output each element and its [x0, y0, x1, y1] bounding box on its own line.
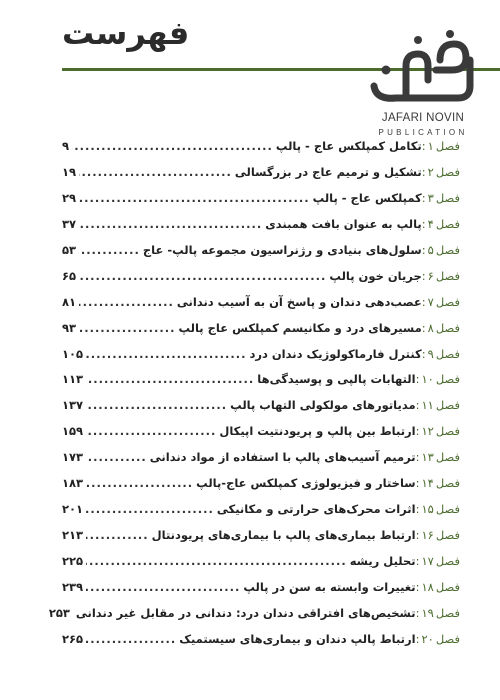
- chapter-title: ارتباط پالپ دندان و بیماری‌های سیستمیک: [179, 631, 416, 646]
- chapter-page-number: ۵۳: [62, 242, 77, 257]
- chapter-title: ساختار و فیزیولوژی کمپلکس عاج-پالپ: [196, 476, 416, 491]
- chapter-title: پالپ به عنوان بافت همبندی: [265, 216, 422, 231]
- chapter-number: ۹: [427, 346, 434, 361]
- chapter-page-number: ۲۰۱: [62, 502, 84, 517]
- chapter-prefix: فصل: [435, 372, 460, 387]
- chapter-title: کنترل فارماکولوژیک دندان درد: [249, 346, 422, 361]
- chapter-page-number: ۱۸۳: [62, 476, 84, 491]
- publisher-logo-mark: [366, 30, 476, 108]
- dot-leader: [86, 580, 240, 594]
- dot-leader: [86, 554, 347, 568]
- toc-row[interactable]: [62, 165, 460, 191]
- chapter-number: ۲۰: [421, 631, 434, 646]
- chapter-colon: :: [415, 476, 420, 491]
- chapter-page-number: ۲۲۵: [62, 554, 84, 568]
- chapter-number: ۶: [427, 268, 434, 283]
- chapter-colon: :: [421, 242, 426, 257]
- chapter-colon: :: [415, 528, 420, 543]
- toc-row[interactable]: [48, 605, 460, 632]
- chapter-page-number: ۹۳: [62, 320, 77, 335]
- chapter-prefix: فصل: [435, 268, 460, 283]
- chapter-number: ۱۷: [421, 554, 434, 568]
- toc-row[interactable]: [62, 580, 460, 606]
- toc-row[interactable]: [62, 191, 460, 217]
- toc-row[interactable]: [62, 554, 460, 580]
- chapter-prefix: فصل: [435, 346, 460, 361]
- dot-leader: [79, 269, 326, 283]
- publisher-name: JAFARI NOVIN: [381, 112, 465, 124]
- toc-row[interactable]: [62, 217, 460, 243]
- dot-leader: [86, 450, 147, 464]
- dot-leader: [86, 476, 193, 490]
- publisher-logo: [348, 30, 498, 140]
- chapter-number: ۱۵: [421, 502, 434, 517]
- dot-leader: [86, 502, 214, 516]
- chapter-label: [422, 321, 460, 335]
- page-title: فهرست: [62, 14, 190, 52]
- chapter-label: [416, 502, 460, 516]
- chapter-label: [422, 347, 460, 361]
- chapter-prefix: فصل: [435, 139, 460, 153]
- chapter-colon: :: [421, 346, 426, 361]
- chapter-title: تشخیص‌های افتراقی دندان درد: دندانی در مقابل غیر دندانی: [75, 605, 416, 620]
- chapter-number: ۱۰: [421, 372, 434, 387]
- chapter-prefix: فصل: [435, 424, 460, 439]
- chapter-page-number: ۲۵۳: [48, 605, 70, 620]
- chapter-label: [416, 606, 460, 620]
- chapter-page-number: ۲۳۹: [62, 579, 84, 594]
- chapter-label: [422, 217, 460, 231]
- chapter-prefix: فصل: [435, 605, 460, 620]
- dot-leader: [86, 347, 246, 361]
- table-of-contents: [48, 139, 460, 658]
- dot-leader: [86, 372, 254, 386]
- chapter-prefix: فصل: [435, 554, 460, 568]
- chapter-title: التهابات پالپی و پوسیدگی‌ها: [257, 372, 416, 387]
- dot-leader: [86, 632, 176, 646]
- chapter-number: ۵: [427, 242, 434, 257]
- chapter-prefix: فصل: [435, 450, 460, 465]
- chapter-page-number: ۹: [62, 139, 70, 153]
- chapter-label: [416, 632, 460, 646]
- chapter-number: ۷: [427, 294, 434, 309]
- toc-row[interactable]: [62, 139, 460, 165]
- chapter-number: ۱۸: [421, 579, 434, 594]
- chapter-prefix: فصل: [435, 398, 460, 413]
- chapter-number: ۸: [427, 320, 434, 335]
- dot-leader: [86, 424, 216, 438]
- chapter-colon: :: [415, 424, 420, 439]
- toc-row[interactable]: [62, 632, 460, 658]
- chapter-colon: :: [415, 554, 420, 568]
- toc-row[interactable]: [62, 476, 460, 502]
- toc-row[interactable]: [62, 321, 460, 347]
- chapter-page-number: ۱۰۵: [62, 346, 84, 361]
- chapter-number: ۱۹: [421, 605, 434, 620]
- chapter-label: [422, 191, 460, 205]
- chapter-title: تحلیل ریشه: [349, 554, 416, 568]
- chapter-label: [416, 476, 460, 490]
- chapter-label: [416, 528, 460, 542]
- chapter-colon: :: [421, 294, 426, 309]
- chapter-prefix: فصل: [435, 320, 460, 335]
- publisher-subtitle: PUBLICATION: [378, 128, 468, 137]
- chapter-number: ۱۶: [421, 528, 434, 543]
- chapter-title: ارتباط بیماری‌های پالپ با بیماری‌های پریودنتال: [151, 528, 416, 543]
- dot-leader: [72, 139, 273, 153]
- chapter-label: [416, 398, 460, 412]
- chapter-colon: :: [421, 268, 426, 283]
- chapter-label: [416, 580, 460, 594]
- chapter-title: اثرات محرک‌های حرارتی و مکانیکی: [216, 502, 416, 517]
- chapter-title: ترمیم آسیب‌های پالپ با استفاده از مواد دندانی: [149, 450, 416, 465]
- toc-row[interactable]: [62, 450, 460, 476]
- chapter-prefix: فصل: [435, 294, 460, 309]
- chapter-title: کمپلکس عاج - پالپ: [312, 190, 422, 205]
- chapter-label: [422, 165, 460, 179]
- chapter-title: عصب‌دهی دندان و پاسخ آن به آسیب دندانی: [176, 294, 422, 309]
- chapter-label: [422, 269, 460, 283]
- chapter-colon: :: [415, 450, 420, 465]
- chapter-title: سلول‌های بنیادی و رژنراسیون مجموعه پالپ- عاج: [142, 242, 422, 257]
- dot-leader: [79, 217, 262, 231]
- chapter-number: ۱: [427, 139, 434, 153]
- chapter-colon: :: [421, 164, 426, 179]
- chapter-title: مدیاتورهای مولکولی التهاب پالپ: [230, 398, 416, 413]
- chapter-page-number: ۶۵: [62, 268, 77, 283]
- dot-leader: [79, 295, 174, 309]
- chapter-label: [422, 243, 460, 257]
- chapter-label: [416, 372, 460, 386]
- chapter-prefix: فصل: [435, 164, 460, 179]
- chapter-number: ۲: [427, 164, 434, 179]
- chapter-label: [422, 139, 460, 153]
- dot-leader: [79, 321, 175, 335]
- chapter-label: [416, 554, 460, 568]
- chapter-page-number: ۲۱۳: [62, 528, 84, 543]
- chapter-colon: :: [421, 216, 426, 231]
- chapter-number: ۴: [427, 216, 434, 231]
- toc-row[interactable]: [62, 398, 460, 424]
- chapter-colon: :: [415, 631, 420, 646]
- toc-row[interactable]: [62, 528, 460, 554]
- chapter-page-number: ۱۳۷: [62, 398, 84, 413]
- chapter-number: ۳: [427, 190, 434, 205]
- chapter-colon: :: [415, 502, 420, 517]
- toc-row[interactable]: [62, 243, 460, 269]
- chapter-title: جریان خون پالپ: [329, 268, 422, 283]
- chapter-colon: :: [421, 139, 426, 153]
- dot-leader: [79, 191, 310, 205]
- chapter-label: [422, 295, 460, 309]
- chapter-number: ۱۱: [421, 398, 434, 413]
- chapter-prefix: فصل: [435, 631, 460, 646]
- chapter-page-number: ۱۷۳: [62, 450, 84, 465]
- chapter-page-number: ۱۹: [62, 164, 77, 179]
- chapter-colon: :: [421, 190, 426, 205]
- chapter-prefix: فصل: [435, 579, 460, 594]
- toc-row[interactable]: [62, 295, 460, 321]
- chapter-prefix: فصل: [435, 242, 460, 257]
- chapter-prefix: فصل: [435, 502, 460, 517]
- dot-leader: [86, 398, 227, 412]
- chapter-title: تشکیل و ترمیم عاج در بزرگسالی: [234, 164, 422, 179]
- chapter-title: تکامل کمپلکس عاج - پالپ: [275, 139, 422, 153]
- toc-row[interactable]: [62, 347, 460, 373]
- chapter-prefix: فصل: [435, 216, 460, 231]
- chapter-colon: :: [415, 579, 420, 594]
- dot-leader: [79, 243, 140, 257]
- chapter-number: ۱۲: [421, 424, 434, 439]
- toc-row[interactable]: [62, 269, 460, 295]
- toc-row[interactable]: [62, 502, 460, 528]
- chapter-number: ۱۳: [421, 450, 434, 465]
- chapter-colon: :: [415, 398, 420, 413]
- chapter-page-number: ۱۱۳: [62, 372, 84, 387]
- chapter-title: مسیرهای درد و مکانیسم کمپلکس عاج پالپ: [178, 320, 422, 335]
- chapter-page-number: ۸۱: [62, 294, 77, 309]
- dot-leader: [79, 165, 232, 179]
- toc-row[interactable]: [62, 424, 460, 450]
- chapter-title: تغییرات وابسته به سن در پالپ: [243, 579, 416, 594]
- chapter-page-number: ۳۷: [62, 216, 77, 231]
- chapter-label: [416, 424, 460, 438]
- chapter-prefix: فصل: [435, 476, 460, 491]
- chapter-title: ارتباط بین پالپ و پریودنتیت اپیکال: [219, 424, 416, 439]
- chapter-number: ۱۴: [421, 476, 434, 491]
- chapter-colon: :: [415, 605, 420, 620]
- chapter-page-number: ۲۹: [62, 190, 77, 205]
- dot-leader: [86, 528, 149, 542]
- chapter-colon: :: [415, 372, 420, 387]
- chapter-label: [416, 450, 460, 464]
- chapter-prefix: فصل: [435, 190, 460, 205]
- chapter-page-number: ۱۵۹: [62, 424, 84, 439]
- chapter-page-number: ۲۶۵: [62, 631, 84, 646]
- toc-row[interactable]: [62, 372, 460, 398]
- chapter-colon: :: [421, 320, 426, 335]
- chapter-prefix: فصل: [435, 528, 460, 543]
